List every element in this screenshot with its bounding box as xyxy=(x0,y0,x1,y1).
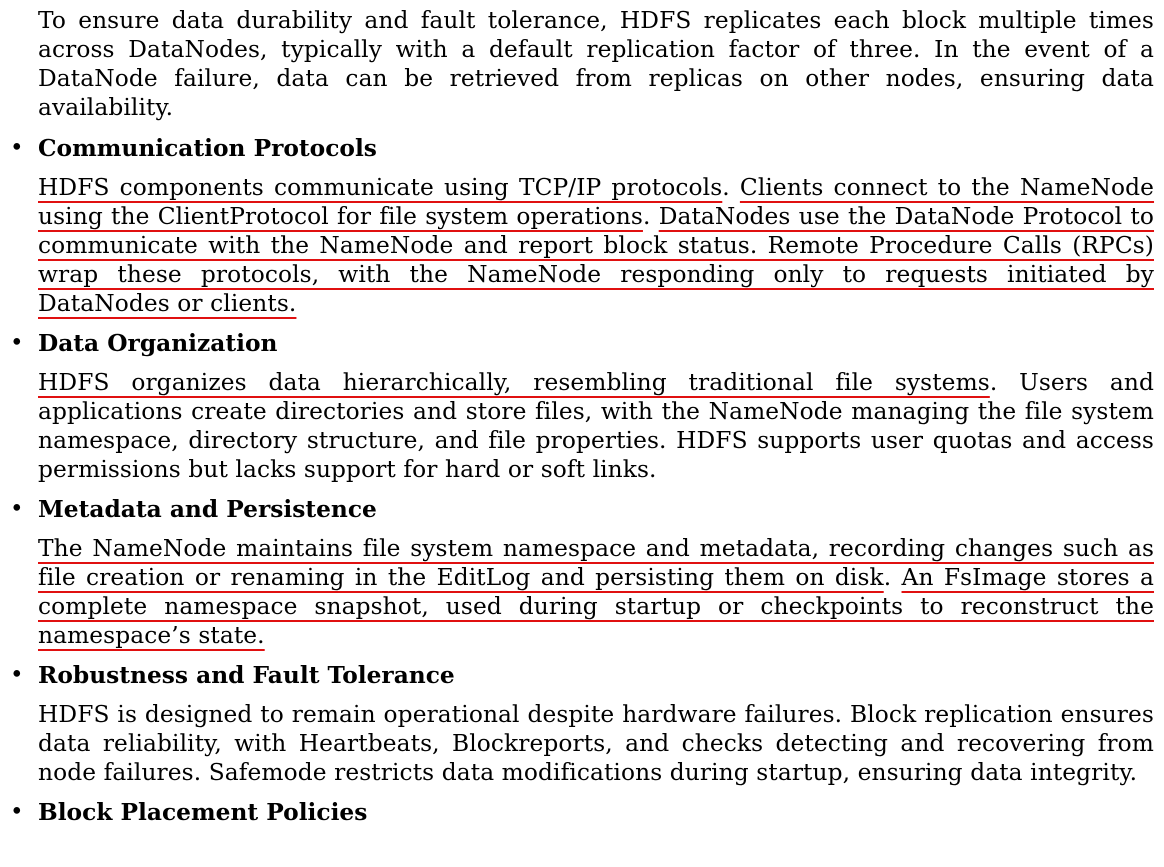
section-data-organization xyxy=(10,329,1154,484)
underlined-text: Clients connect to the NameNode using the ClientProtocol for file system operations xyxy=(38,174,1155,230)
underlined-text: HDFS components communicate using TCP/IP protocols xyxy=(38,174,723,201)
section-paragraph xyxy=(38,173,1154,318)
paragraph-text: . xyxy=(722,174,740,201)
section-block-placement-policies xyxy=(10,798,1154,827)
section-paragraph xyxy=(38,534,1154,650)
section-heading xyxy=(10,329,1154,358)
section-heading-text: Metadata and Persistence xyxy=(38,496,377,523)
bullet-icon: • xyxy=(10,799,24,825)
section-robustness-and-fault-tolerance xyxy=(10,661,1154,787)
paragraph-text: HDFS is designed to remain operational despite hardware failures. Block replication ensures data reliability, with Heartbeats, Blockreports, and checks detecting and recovering from node failures. Safemode restricts data modifications during startup, ensuring data integrity. xyxy=(38,701,1154,786)
paragraph-text: . xyxy=(883,564,902,591)
section-heading-text: Data Organization xyxy=(38,330,278,357)
section-communication-protocols xyxy=(10,134,1155,318)
bullet-icon: • xyxy=(10,496,24,522)
section-heading xyxy=(10,661,1154,690)
section-heading xyxy=(10,798,1154,827)
section-paragraph xyxy=(38,368,1154,484)
section-heading-text: Communication Protocols xyxy=(38,135,377,162)
intro-paragraph: To ensure data durability and fault tolerance, HDFS replicates each block multiple times across DataNodes, typically with a default replication factor of three. In the event of a DataNode failure, data can be retrieved from replicas on other nodes, ensuring data availability. xyxy=(38,7,1154,121)
section-metadata-and-persistence xyxy=(10,495,1154,650)
section-heading-text: Robustness and Fault Tolerance xyxy=(38,662,455,689)
bullet-icon: • xyxy=(10,662,24,688)
document-page xyxy=(10,6,1155,837)
underlined-text: The NameNode maintains file system namespace and metadata, recording changes such as file creation or renaming in the EditLog and persisting them on disk xyxy=(38,535,1154,591)
underlined-text: An FsImage stores a complete namespace snapshot, used during startup or checkpoints to reconstruct the namespace’s state. xyxy=(38,564,1154,649)
bullet-icon: • xyxy=(10,135,24,161)
section-heading-text: Block Placement Policies xyxy=(38,799,368,826)
underlined-text: DataNodes use the DataNode Protocol to communicate with the NameNode and report block status. Remote Procedure Calls (RPCs) wrap these protocols, with the NameNode responding only to requests initiated by DataNodes or clients. xyxy=(38,203,1155,317)
section-heading xyxy=(10,134,1154,163)
paragraph-text: . xyxy=(642,203,659,230)
paragraph-text: . Users and applications create directories and store files, with the NameNode managing the file system namespace, directory structure, and file properties. HDFS supports user quotas and access permissions but lacks support for hard or soft links. xyxy=(38,369,1154,483)
section-paragraph xyxy=(38,700,1154,787)
bullet-icon: • xyxy=(10,330,24,356)
section-heading xyxy=(10,495,1154,524)
sections-list xyxy=(10,134,1155,827)
underlined-text: HDFS organizes data hierarchically, resembling traditional file systems xyxy=(38,369,990,396)
